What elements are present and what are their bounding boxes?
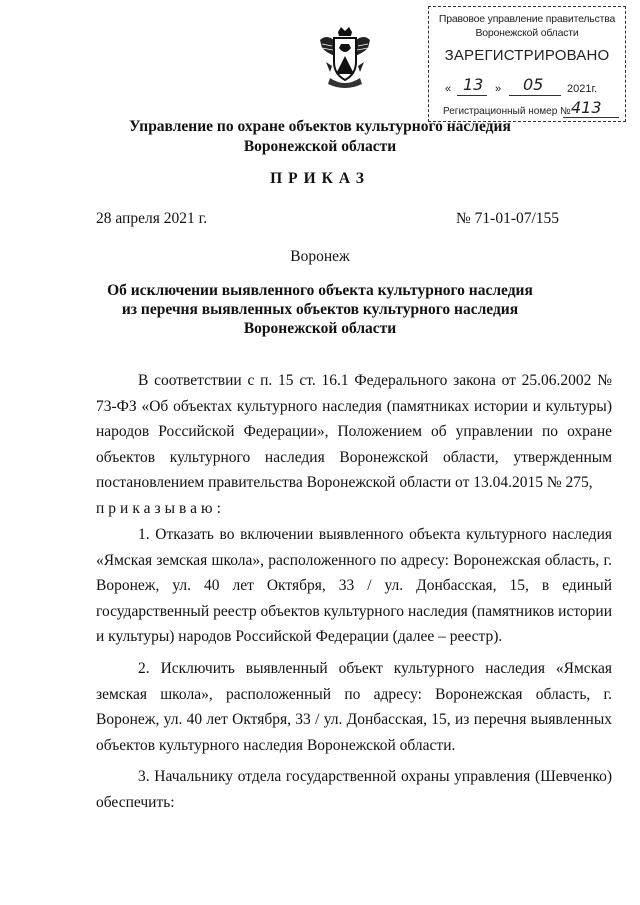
document-title-line2: из перечня выявленных объектов культурного наследия xyxy=(121,301,519,318)
stamp-month: 05 xyxy=(523,75,544,94)
document-city: Воронеж xyxy=(290,248,350,265)
order-item-1: 1. Отказать во включении выявленного объекта культурного наследия «Ямская земская школа», расположенного по адресу: Воронежская область, г. Воронеж, ул. 40 лет Октября, 33 / ул. Донбасская, 15, в единый государственный реестр объектов культурного наследия (памятников истории и культуры) народов Российской Федерации (далее – реестр). xyxy=(96,526,612,645)
document-type: ПРИКАЗ xyxy=(270,170,370,187)
stamp-quote-close: » xyxy=(495,83,502,95)
stamp-quote-open: « xyxy=(445,83,452,95)
org-name-line1: Управление по охране объектов культурного наследия xyxy=(129,118,511,135)
stamp-authority-line1: Правовое управление правительства xyxy=(438,13,616,25)
stamp-day: 13 xyxy=(463,75,484,94)
registration-stamp xyxy=(428,6,626,122)
order-word: приказываю: xyxy=(96,500,225,517)
org-name-line2: Воронежской области xyxy=(243,138,397,155)
document-date: 28 апреля 2021 г. xyxy=(96,210,208,227)
order-item-3: 3. Начальнику отдела государственной охраны управления (Шевченко) обеспечить: xyxy=(96,768,612,811)
stamp-registered-label: ЗАРЕГИСТРИРОВАНО xyxy=(444,47,610,64)
coat-of-arms-emblem xyxy=(318,26,372,88)
preamble-paragraph: В соответствии с п. 15 ст. 16.1 Федерального закона от 25.06.2002 № 73-ФЗ «Об объектах культурного наследия (памятниках истории и культуры) народов Российской Федерации», Положением об управлении по охране объектов культурного наследия Воронежской области, утвержденным постановлением правительства Воронежской области от 13.04.2015 № 275, xyxy=(96,372,612,491)
stamp-number-label: Регистрационный номер № xyxy=(443,106,571,117)
stamp-year: 2021г. xyxy=(567,83,598,95)
document-title-line1: Об исключении выявленного объекта культурного наследия xyxy=(107,282,533,299)
stamp-number-value: 413 xyxy=(571,98,602,117)
stamp-number-row xyxy=(443,98,623,119)
document-title-line3: Воронежской области xyxy=(243,320,397,337)
order-item-2: 2. Исключить выявленный объект культурного наследия «Ямская земская школа», расположенный по адресу: Воронежская область, г. Воронеж, ул. 40 лет Октября, 33 / ул. Донбасская, 15, из перечня выявленных объектов культурного наследия Воронежской области. xyxy=(96,660,612,754)
stamp-date-row xyxy=(443,77,619,99)
stamp-authority-line2: Воронежской области xyxy=(475,27,579,39)
document-number: № 71-01-07/155 xyxy=(456,210,560,227)
